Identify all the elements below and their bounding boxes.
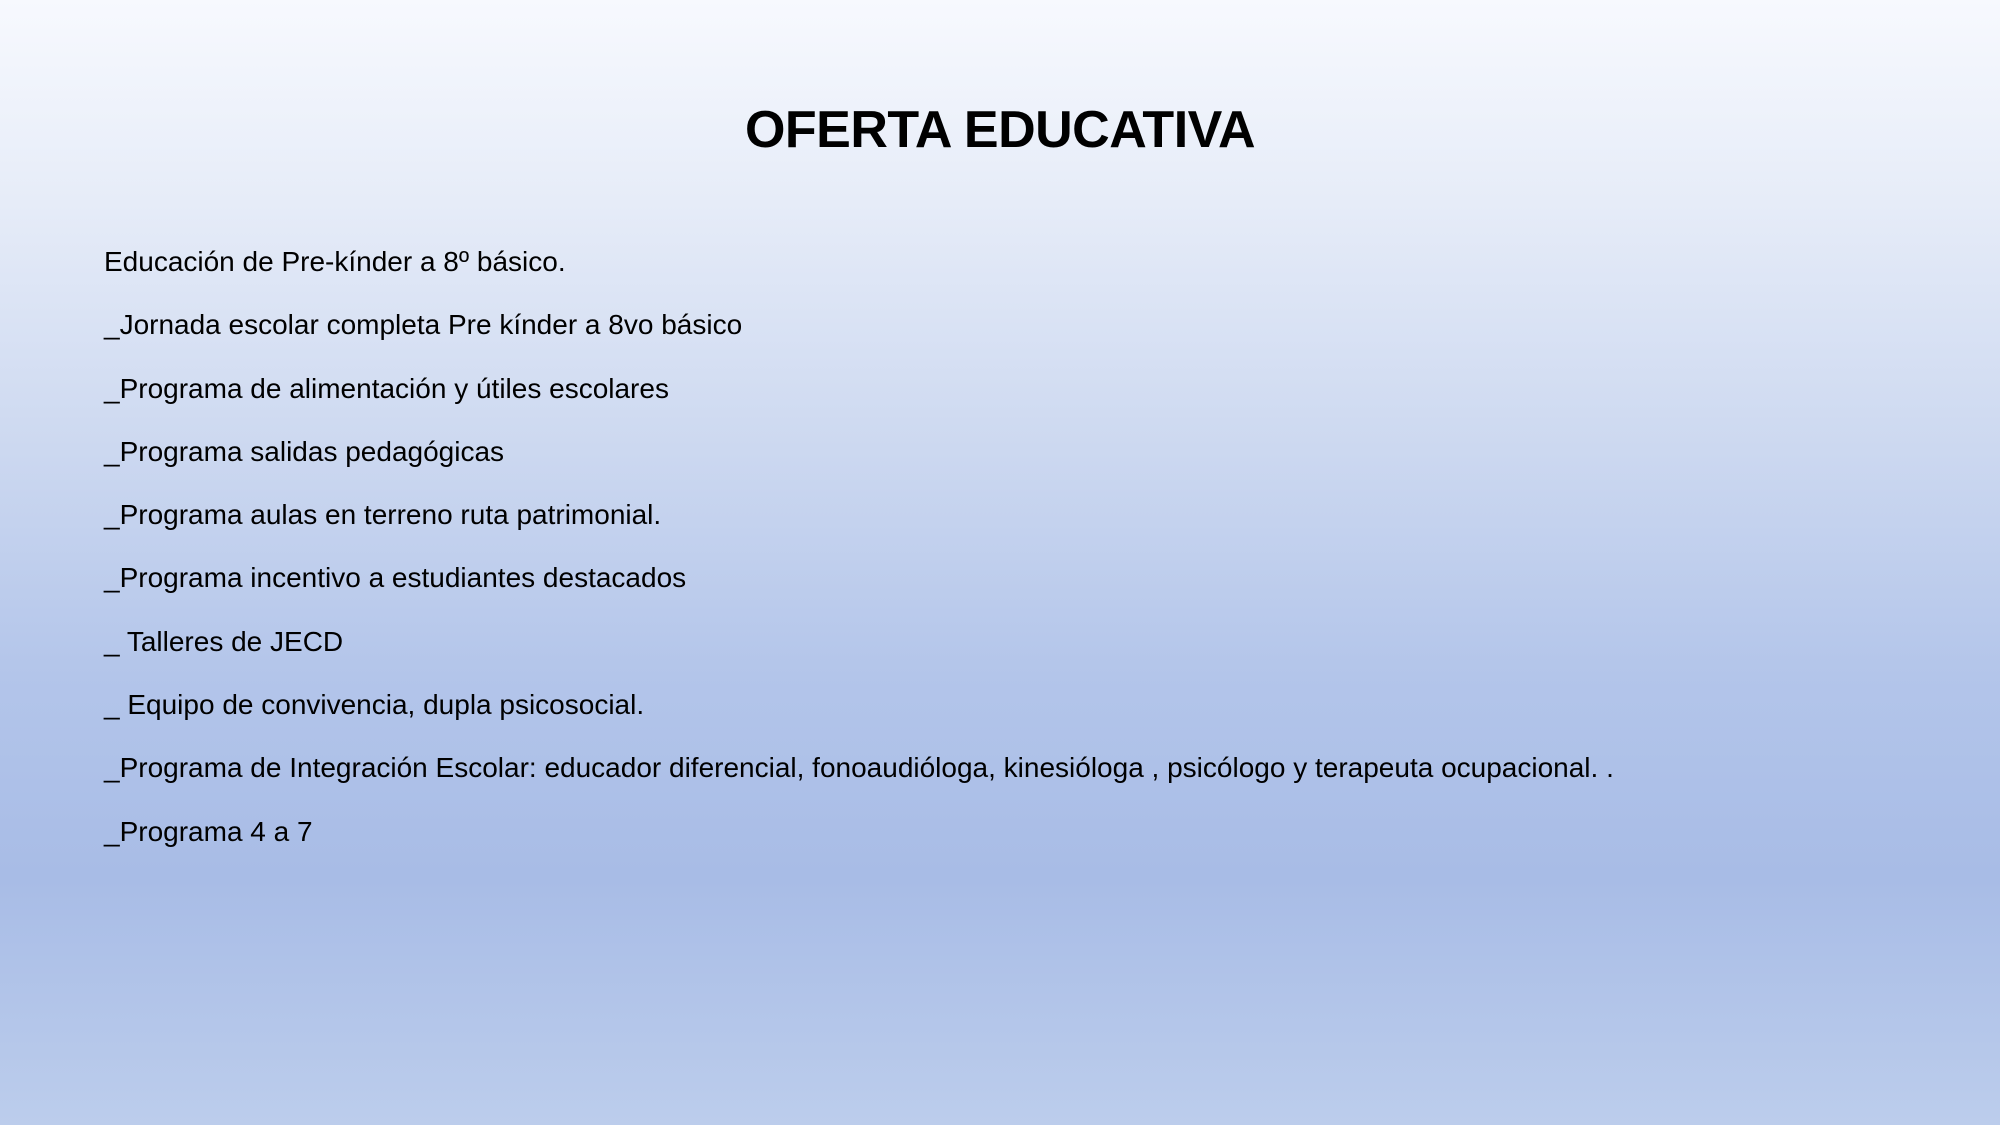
content-line-program-4-to-7: _Programa 4 a 7 — [104, 815, 313, 847]
content-line-coexistence-team: _ Equipo de convivencia, dupla psicosocial. — [104, 689, 645, 721]
content-line-food-supplies-program: _Programa de alimentación y útiles escolares — [104, 372, 669, 404]
content-list — [104, 238, 1904, 871]
content-line-education-levels: Educación de Pre-kínder a 8º básico. — [104, 246, 566, 277]
content-line-full-school-day: _Jornada escolar completa Pre kínder a 8vo básico — [104, 309, 743, 341]
content-line-jecd-workshops: _ Talleres de JECD — [104, 625, 344, 657]
slide-title: OFERTA EDUCATIVA — [744, 101, 1256, 159]
content-line-integration-program: _Programa de Integración Escolar: educador diferencial, fonoaudióloga, kinesióloga , psicólogo y terapeuta ocupacional. . — [104, 752, 1614, 784]
content-line-student-incentive-program: _Programa incentivo a estudiantes destacados — [104, 562, 687, 594]
content-line-field-trips-program: _Programa salidas pedagógicas — [104, 435, 505, 467]
content-line-heritage-route-program: _Programa aulas en terreno ruta patrimonial. — [104, 499, 662, 531]
